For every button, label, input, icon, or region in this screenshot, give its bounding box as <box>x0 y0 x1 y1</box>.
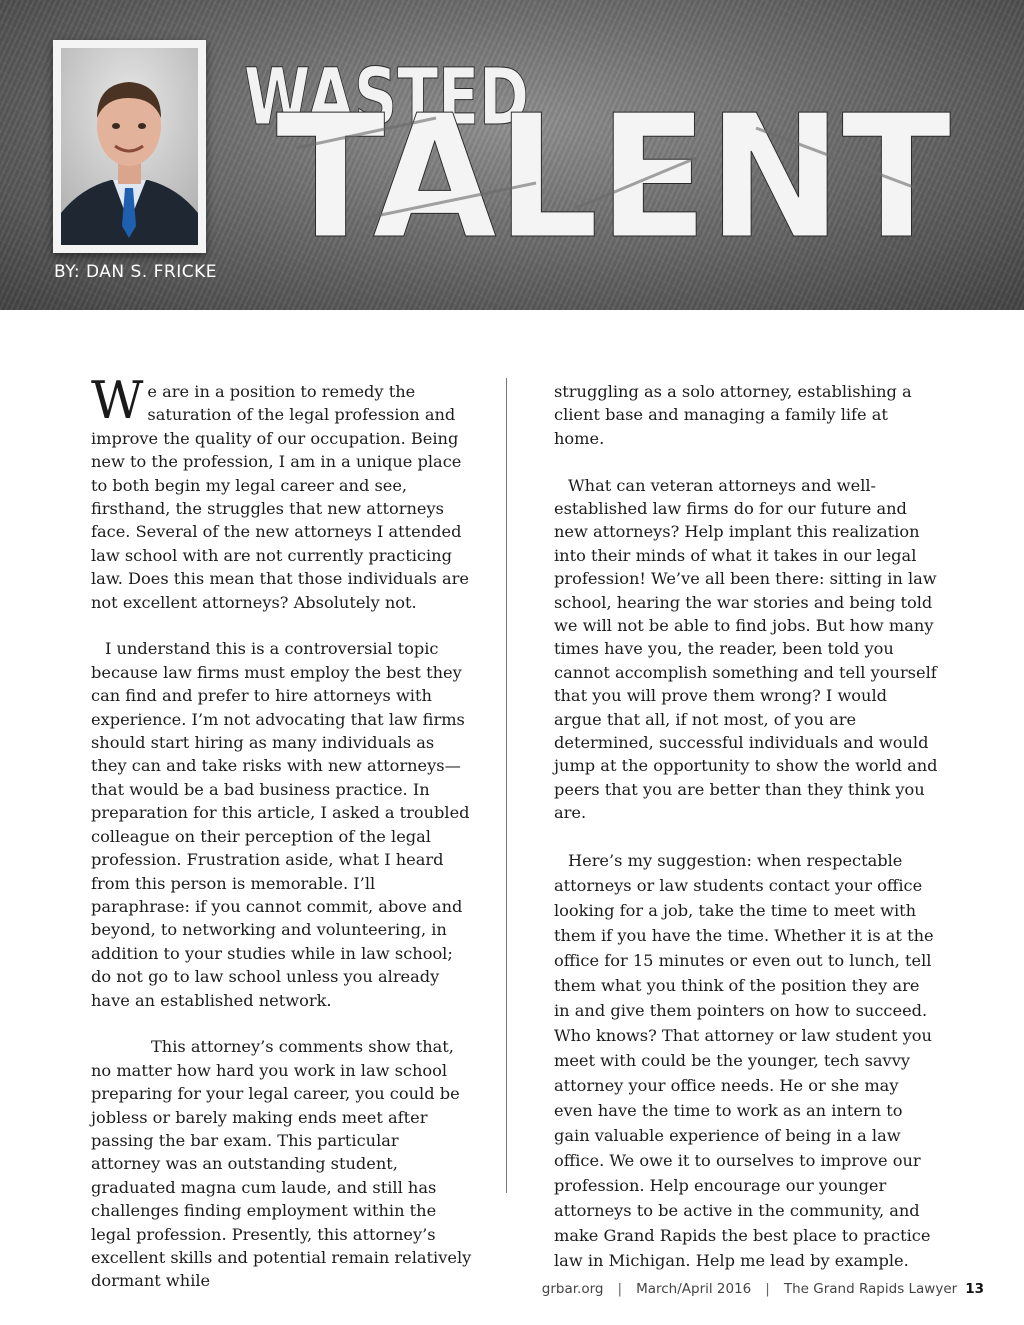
column-divider <box>506 378 507 1193</box>
author-photo-frame <box>53 40 206 253</box>
paragraph-6: Here’s my suggestion: when respectable attorneys or law students contact your office looking for a job, take the time to meet with them if you have the time. Whether it is at the office for 15 minutes or even out to lunch, tell them what you think of the position they are in and give them pointers on how to succeed. Who knows? That attorney or law student you meet with could be the younger, tech savvy attorney your office needs. He or she may even have the time to work as an intern to gain valuable experience of being in a law office. We owe it to ourselves to improve our profession. Help encourage our younger attorneys to be active in the community, and make Grand Rapids the best place to practice law in Michigan. Help me lead by example. <box>554 851 934 1271</box>
paragraph-1-text: e are in a position to remedy the saturation of the legal profession and improve the quality of our occupation. Being new to the profession, I am in a unique place to both begin my legal career and see, firsthand, the struggles that new attorneys face. Several of the new attorneys I attended law school with are not currently practicing law. Does this mean that those individuals are not excellent attorneys? Absolutely not. <box>91 382 469 612</box>
article-left-column <box>91 372 473 1293</box>
footer-issue: March/April 2016 <box>636 1281 752 1297</box>
drop-cap: W <box>91 372 144 431</box>
author-portrait-illustration <box>61 48 198 245</box>
title-line-1: WASTED <box>244 53 529 132</box>
title-line-2: TALENT <box>276 88 952 248</box>
paragraph-4: struggling as a solo attorney, establishing a client base and managing a family life at home. <box>554 382 912 448</box>
page-number: 13 <box>965 1281 984 1297</box>
title-talent <box>276 88 956 248</box>
author-byline: BY: DAN S. FRICKE <box>54 262 217 282</box>
paragraph-3: This attorney’s comments show that, no matter how hard you work in law school preparing for your legal career, you could be jobless or barely making ends meet after passing the bar exam. This particular attorney was an outstanding student, graduated magna cum laude, and still has challenges finding employment within the legal profession. Presently, this attorney’s excellent skills and potential remain relatively dormant while <box>91 1037 472 1291</box>
author-photo <box>61 48 198 245</box>
header-banner <box>0 0 1024 310</box>
footer-separator: | <box>765 1281 770 1297</box>
page-footer <box>542 1281 984 1297</box>
article-right-column <box>554 380 939 1273</box>
paragraph-2: I understand this is a controversial topic because law firms must employ the best they can find and prefer to hire attorneys with experience. I’m not advocating that law firms should start hiring as many individuals as they can and take risks with new attorneys—that would be a bad business practice. In preparation for this article, I asked a troubled colleague on their perception of the legal profession. Frustration aside, what I heard from this person is memorable. I’ll paraphrase: if you cannot commit, above and beyond, to networking and volunteering, in addition to your studies while in law school; do not go to law school unless you already have an established network. <box>91 639 470 1010</box>
footer-website: grbar.org <box>541 1281 604 1297</box>
footer-separator: | <box>617 1281 623 1297</box>
footer-publication: The Grand Rapids Lawyer <box>783 1281 958 1297</box>
paragraph-5: What can veteran attorneys and well-established law firms do for our future and new attorneys? Help implant this realization into their minds of what it takes in our legal profession! We’ve all been there: sitting in law school, hearing the war stories and being told we will not be able to find jobs. But how many times have you, the reader, been told you cannot accomplish something and tell yourself that you will prove them wrong? I would argue that all, if not most, of you are determined, successful individuals and would jump at the opportunity to show the world and peers that you are better than they think you are. <box>554 475 938 823</box>
paragraph-1 <box>91 372 473 614</box>
